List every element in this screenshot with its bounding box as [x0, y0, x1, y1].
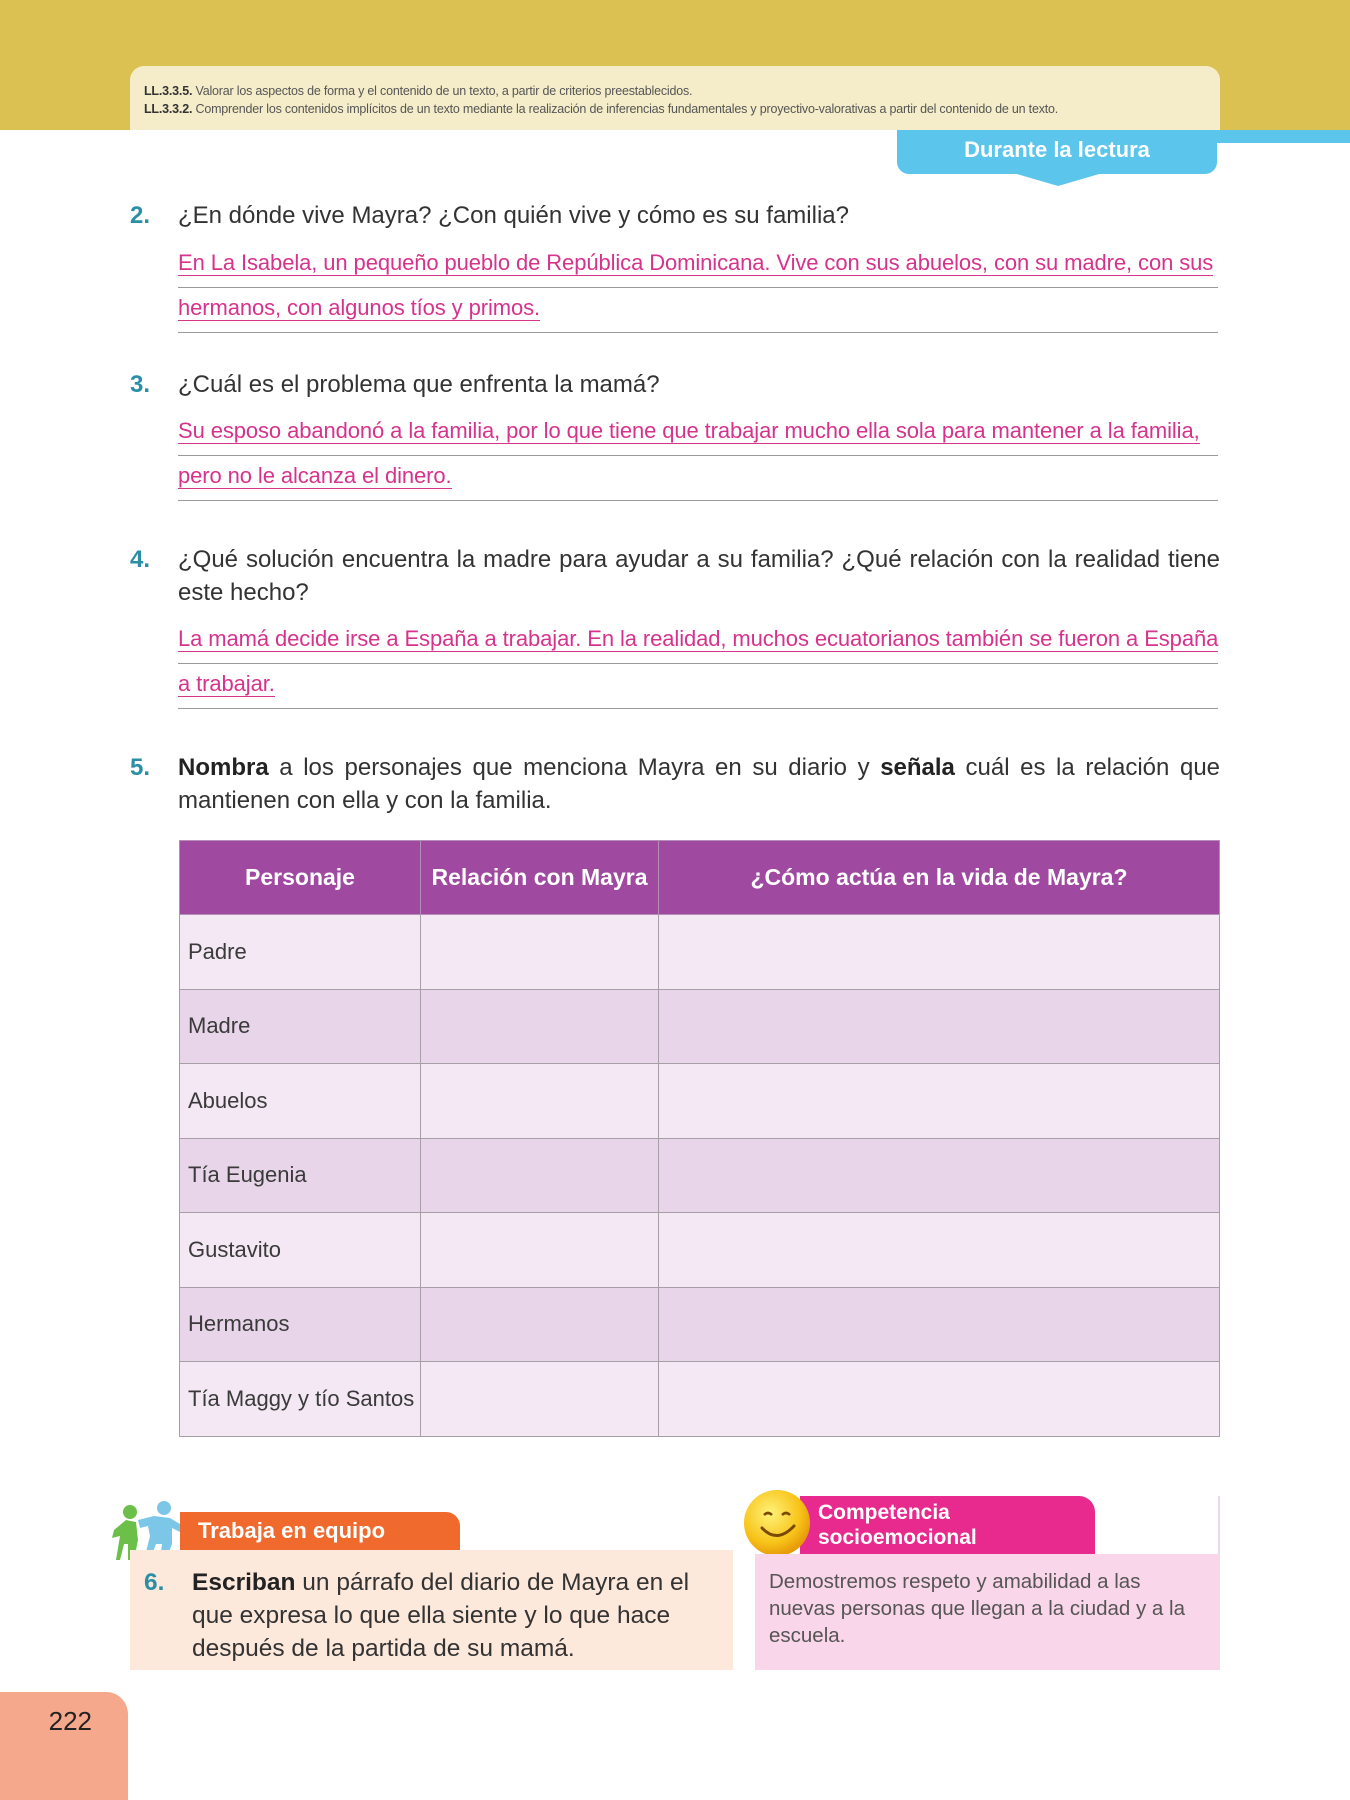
question-3 — [130, 368, 1220, 401]
answer-line: a trabajar. — [178, 664, 1218, 709]
character-cell: Tía Maggy y tío Santos — [180, 1362, 421, 1437]
character-cell: Abuelos — [180, 1064, 421, 1139]
relation-cell[interactable] — [421, 915, 659, 990]
team-box — [130, 1550, 733, 1670]
question-number: 6. — [144, 1569, 165, 1596]
character-cell: Madre — [180, 989, 421, 1064]
relation-cell[interactable] — [421, 1064, 659, 1139]
table-row — [180, 915, 1220, 990]
question-2 — [130, 199, 1220, 232]
behavior-cell[interactable] — [659, 1138, 1220, 1213]
characters-table — [179, 840, 1220, 1437]
question-number: 5. — [130, 754, 151, 781]
question-number: 3. — [130, 371, 151, 398]
section-strip — [1195, 130, 1350, 143]
answer-line: La mamá decide irse a España a trabajar. En la realidad, muchos ecuatorianos también se fueron a España — [178, 619, 1218, 664]
competencia-box: Demostremos respeto y amabilidad a las nuevas personas que llegan a la ciudad y a la escuela. — [755, 1554, 1220, 1670]
criteria-line: LL.3.3.2. Comprender los contenidos implícitos de un texto mediante la realización de inferencias fundamentales y proyectivo-valorativas a partir del contenido de un texto. — [144, 102, 1059, 116]
competencia-header: Competencia socioemocional — [800, 1496, 1095, 1554]
competencia-edge — [1218, 1496, 1220, 1554]
relation-cell[interactable] — [421, 1213, 659, 1288]
answer-line: hermanos, con algunos tíos y primos. — [178, 288, 1218, 333]
criteria-line: LL.3.3.5. Valorar los aspectos de forma y el contenido de un texto, a partir de criterios preestablecidos. — [144, 84, 693, 98]
character-cell: Padre — [180, 915, 421, 990]
relation-cell[interactable] — [421, 1287, 659, 1362]
column-header: Personaje — [180, 841, 421, 915]
question-text: Nombra a los personajes que menciona Mayra en su diario y señala cuál es la relación que mantienen con ella y con la familia. — [178, 754, 1221, 814]
question-number: 4. — [130, 546, 151, 573]
relation-cell[interactable] — [421, 1362, 659, 1437]
question-4 — [130, 543, 1220, 609]
character-cell: Gustavito — [180, 1213, 421, 1288]
behavior-cell[interactable] — [659, 1287, 1220, 1362]
answer-3 — [178, 411, 1218, 501]
behavior-cell[interactable] — [659, 1362, 1220, 1437]
question-number: 2. — [130, 202, 151, 229]
behavior-cell[interactable] — [659, 915, 1220, 990]
table-row — [180, 1138, 1220, 1213]
question-text: ¿Cuál es el problema que enfrenta la mamá? — [178, 371, 660, 398]
column-header: ¿Cómo actúa en la vida de Mayra? — [659, 841, 1220, 915]
column-header: Relación con Mayra — [421, 841, 659, 915]
character-cell: Tía Eugenia — [180, 1138, 421, 1213]
question-5 — [130, 751, 1220, 817]
page-number: 222 — [48, 1706, 92, 1736]
table-row — [180, 989, 1220, 1064]
team-text: Escriban un párrafo del diario de Mayra en el que expresa lo que ella siente y lo que hace después de la partida de su mamá. — [192, 1569, 690, 1662]
section-tab-tip — [1010, 172, 1106, 186]
relation-cell[interactable] — [421, 989, 659, 1064]
table-row — [180, 1213, 1220, 1288]
section-tab: Durante la lectura — [897, 130, 1217, 174]
question-text: ¿En dónde vive Mayra? ¿Con quién vive y cómo es su familia? — [178, 202, 849, 229]
table-row — [180, 1362, 1220, 1437]
answer-4 — [178, 619, 1218, 709]
table-row — [180, 1064, 1220, 1139]
table-row — [180, 1287, 1220, 1362]
behavior-cell[interactable] — [659, 1213, 1220, 1288]
table-header-row — [180, 841, 1220, 915]
relation-cell[interactable] — [421, 1138, 659, 1213]
answer-line: En La Isabela, un pequeño pueblo de República Dominicana. Vive con sus abuelos, con su madre, con sus — [178, 243, 1218, 288]
character-cell: Hermanos — [180, 1287, 421, 1362]
criteria-box — [130, 66, 1220, 130]
answer-line: pero no le alcanza el dinero. — [178, 456, 1218, 501]
team-header: Trabaja en equipo — [180, 1512, 460, 1550]
answer-line: Su esposo abandonó a la familia, por lo que tiene que trabajar mucho ella sola para mantener a la familia, — [178, 411, 1218, 456]
behavior-cell[interactable] — [659, 1064, 1220, 1139]
behavior-cell[interactable] — [659, 989, 1220, 1064]
smiley-icon — [742, 1488, 812, 1558]
answer-2 — [178, 243, 1218, 333]
question-text: ¿Qué solución encuentra la madre para ayudar a su familia? ¿Qué relación con la realidad tiene este hecho? — [178, 546, 1220, 606]
